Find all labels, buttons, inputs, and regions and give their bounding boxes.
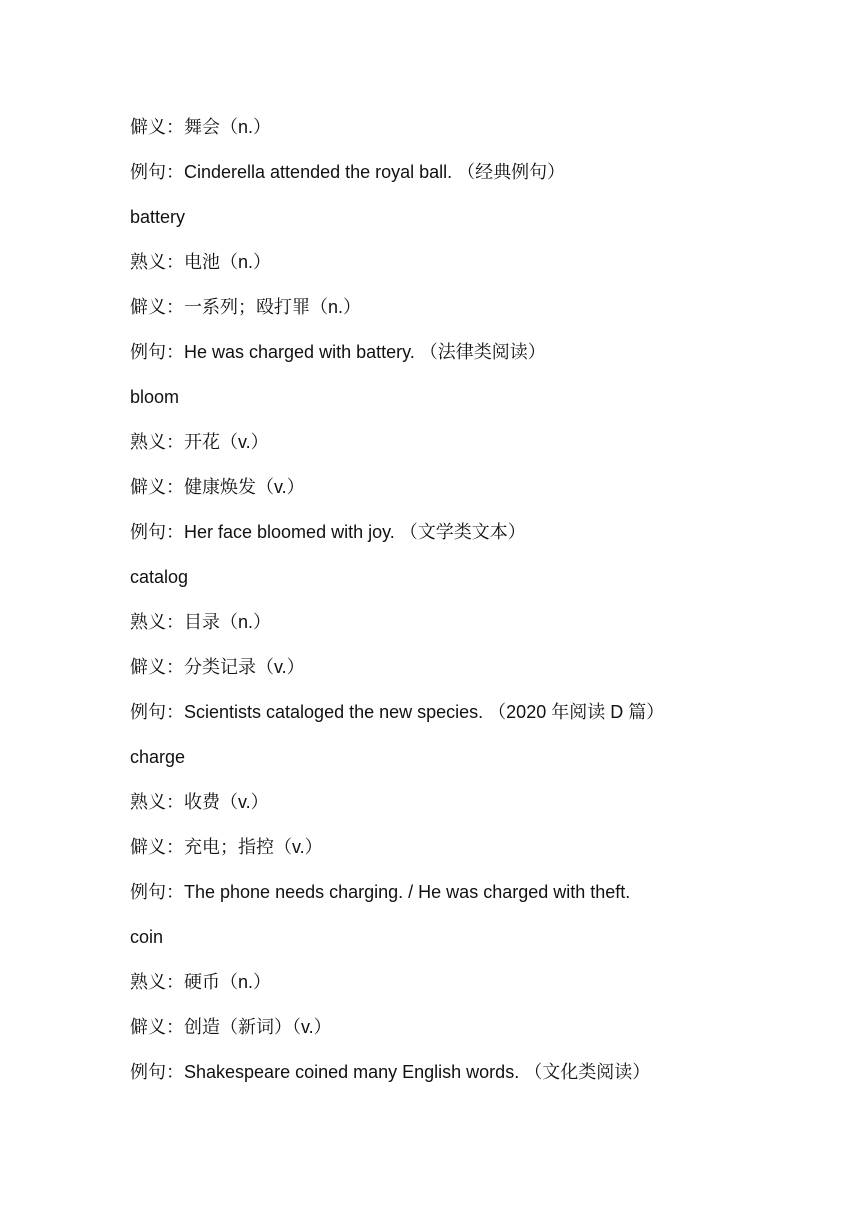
vocabulary-word: coin xyxy=(130,927,164,947)
example-sentence-line xyxy=(130,693,770,738)
vocabulary-word: battery xyxy=(130,207,186,227)
rare-meaning-line xyxy=(130,648,770,693)
rare-meaning-line xyxy=(130,1008,770,1053)
rare-meaning-line xyxy=(130,288,770,333)
line-label: 熟义： xyxy=(130,792,184,812)
example-sentence-line xyxy=(130,1053,770,1098)
line-text: The phone needs charging. / He was charged with theft. xyxy=(184,882,631,902)
line-label: 熟义： xyxy=(130,432,184,452)
example-sentence-line xyxy=(130,333,770,378)
common-meaning-line xyxy=(130,603,770,648)
line-label: 僻义： xyxy=(130,117,184,137)
example-sentence-line xyxy=(130,153,770,198)
line-text: 目录（n.） xyxy=(184,612,272,632)
common-meaning-line xyxy=(130,963,770,1008)
line-text: 创造（新词）（v.） xyxy=(184,1017,332,1037)
line-text: 收费（v.） xyxy=(184,792,269,812)
line-label: 例句： xyxy=(130,162,184,182)
line-label: 僻义： xyxy=(130,837,184,857)
line-text: Her face bloomed with joy. （文学类文本） xyxy=(184,522,526,542)
line-label: 例句： xyxy=(130,882,184,902)
line-label: 例句： xyxy=(130,342,184,362)
common-meaning-line xyxy=(130,423,770,468)
rare-meaning-line xyxy=(130,828,770,873)
vocabulary-word: bloom xyxy=(130,387,180,407)
line-text: 健康焕发（v.） xyxy=(184,477,305,497)
line-text: 硬币（n.） xyxy=(184,972,272,992)
rare-meaning-line xyxy=(130,468,770,513)
line-text: 分类记录（v.） xyxy=(184,657,305,677)
line-text: 电池（n.） xyxy=(184,252,272,272)
line-text: Cinderella attended the royal ball. （经典例句） xyxy=(184,162,566,182)
line-label: 僻义： xyxy=(130,657,184,677)
line-label: 僻义： xyxy=(130,297,184,317)
example-sentence-line xyxy=(130,873,770,918)
rare-meaning-line xyxy=(130,108,770,153)
line-text: Scientists cataloged the new species. （2020 年阅读 D 篇） xyxy=(184,702,665,722)
vocabulary-word: catalog xyxy=(130,567,189,587)
line-text: 开花（v.） xyxy=(184,432,269,452)
line-text: 舞会（n.） xyxy=(184,117,272,137)
line-label: 熟义： xyxy=(130,972,184,992)
common-meaning-line xyxy=(130,783,770,828)
line-text: 充电；指控（v.） xyxy=(184,837,323,857)
line-label: 例句： xyxy=(130,1062,184,1082)
line-label: 熟义： xyxy=(130,612,184,632)
line-text: Shakespeare coined many English words. （文化类阅读） xyxy=(184,1062,651,1082)
line-label: 僻义： xyxy=(130,477,184,497)
line-text: 一系列；殴打罪（n.） xyxy=(184,297,362,317)
line-label: 熟义： xyxy=(130,252,184,272)
line-label: 例句： xyxy=(130,702,184,722)
example-sentence-line xyxy=(130,513,770,558)
line-text: He was charged with battery. （法律类阅读） xyxy=(184,342,546,362)
line-label: 僻义： xyxy=(130,1017,184,1037)
line-label: 例句： xyxy=(130,522,184,542)
vocabulary-word: charge xyxy=(130,747,186,767)
document-page xyxy=(130,108,770,1098)
common-meaning-line xyxy=(130,243,770,288)
